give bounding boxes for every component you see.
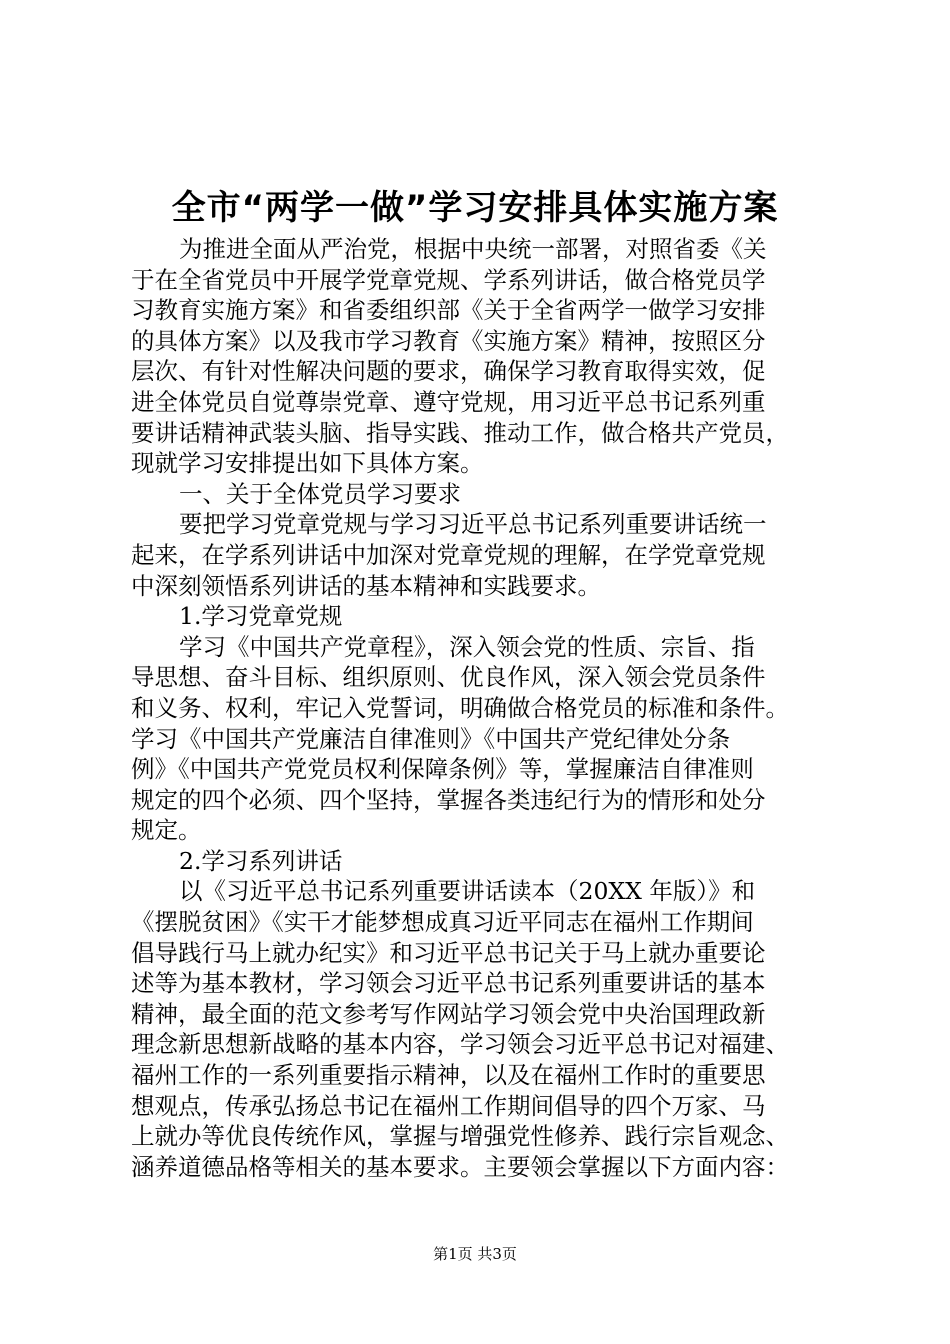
document-title: 全市“两学一做”学习安排具体实施方案 [171, 188, 779, 228]
body-line: 导思想、奋斗目标、组织原则、优良作风，深入领会党员条件 [131, 663, 766, 692]
body-line: 学习《中国共产党章程》，深入领会党的性质、宗旨、指 [179, 632, 755, 661]
body-line: 例》《中国共产党党员权利保障条例》等，掌握廉洁自律准则 [131, 755, 754, 784]
body-line: 理念新思想新战略的基本内容，学习领会习近平总书记对福建、 [131, 1030, 789, 1059]
body-line: 进全体党员自觉尊崇党章、遵守党规，用习近平总书记系列重 [131, 387, 766, 416]
body-line: 起来，在学系列讲话中加深对党章党规的理解，在学党章党规 [131, 540, 766, 569]
body-line: 规定的四个必须、四个坚持，掌握各类违纪行为的情形和处分 [131, 785, 766, 814]
body-line: 福州工作的一系列重要指示精神，以及在福州工作时的重要思 [131, 1061, 766, 1090]
body-line: 精神，最全面的范文参考写作网站学习领会党中央治国理政新 [131, 999, 766, 1028]
body-line: 涵养道德品格等相关的基本要求。主要领会掌握以下方面内容： [131, 1152, 789, 1181]
body-line: 2.学习系列讲话 [179, 846, 343, 875]
body-line: 要把学习党章党规与学习习近平总书记系列重要讲话统一 [179, 510, 767, 539]
body-line: 为推进全面从严治党，根据中央统一部署，对照省委《关 [179, 235, 767, 263]
body-line: 倡导践行马上就办纪实》和习近平总书记关于马上就办重要论 [131, 938, 766, 967]
body-line: 于在全省党员中开展学党章党规、学系列讲话，做合格党员学 [131, 265, 766, 294]
body-line: 规定。 [131, 816, 202, 845]
body-line: 想观点，传承弘扬总书记在福州工作期间倡导的四个万家、马 [131, 1091, 766, 1120]
body-line: 一、关于全体党员学习要求 [179, 479, 461, 508]
body-line: 1.学习党章党规 [179, 602, 343, 631]
document-body [131, 234, 831, 1182]
body-line: 述等为基本教材，学习领会习近平总书记系列重要讲话的基本 [131, 969, 766, 998]
body-line: 和义务、权利，牢记入党誓词，明确做合格党员的标准和条件。 [131, 693, 789, 722]
body-line: 的具体方案》以及我市学习教育《实施方案》精神，按照区分 [131, 326, 766, 355]
body-line: 层次、有针对性解决问题的要求，确保学习教育取得实效，促 [131, 357, 766, 386]
body-line: 上就办等优良传统作风，掌握与增强党性修养、践行宗旨观念、 [131, 1122, 789, 1151]
body-line: 中深刻领悟系列讲话的基本精神和实践要求。 [131, 571, 601, 600]
body-line: 《摆脱贫困》《实干才能梦想成真习近平同志在福州工作期间 [131, 908, 754, 937]
body-line: 要讲话精神武装头脑、指导实践、推动工作，做合格共产党员， [131, 418, 789, 447]
body-line: 学习《中国共产党廉洁自律准则》《中国共产党纪律处分条 [131, 724, 731, 753]
body-line: 以《习近平总书记系列重要讲话读本（20XX 年版）》和 [179, 877, 756, 906]
page-footer: 第1页 共3页 [433, 1245, 517, 1263]
body-line: 现就学习安排提出如下具体方案。 [131, 449, 484, 478]
body-line: 习教育实施方案》和省委组织部《关于全省两学一做学习安排 [131, 296, 766, 325]
